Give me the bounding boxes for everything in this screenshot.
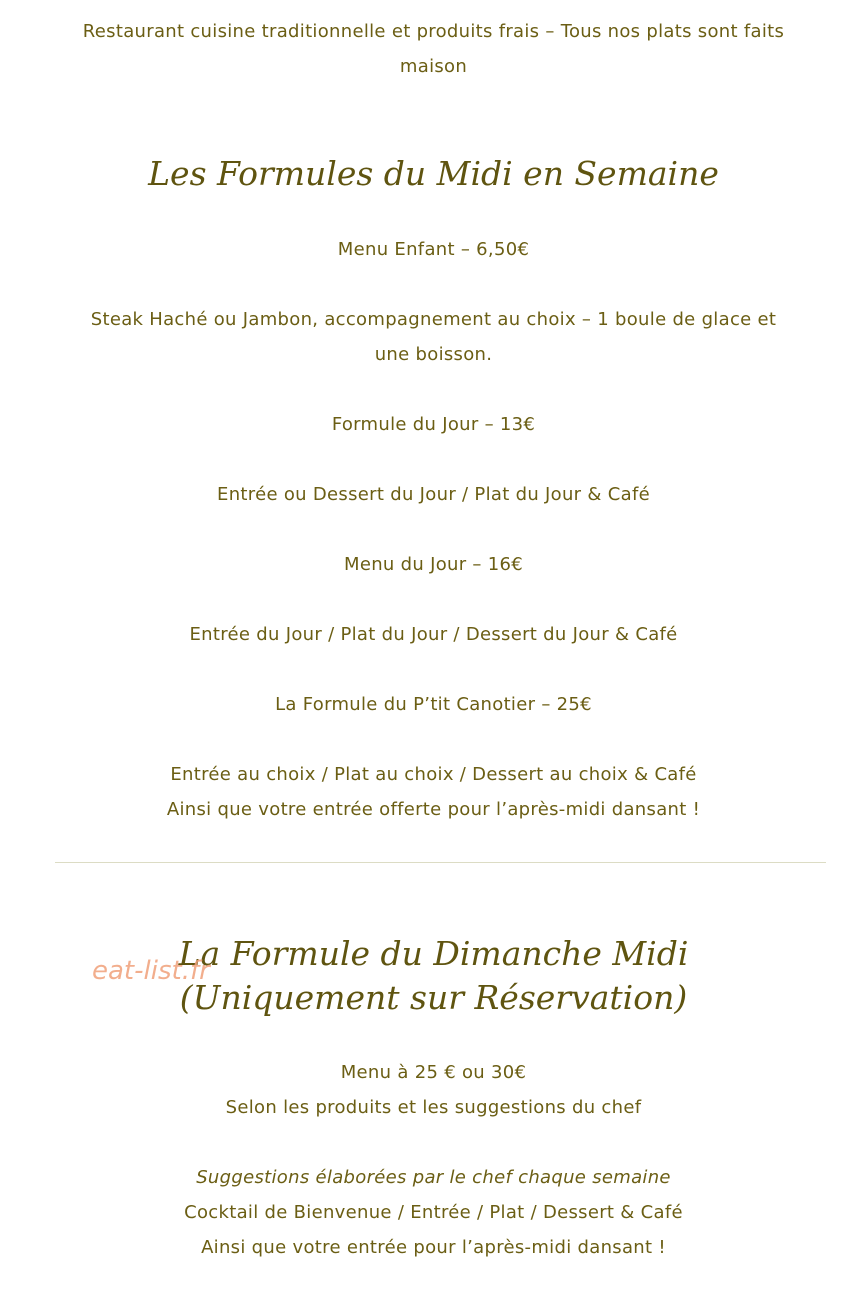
formule-jour-description: Entrée ou Dessert du Jour / Plat du Jour & Café: [217, 484, 650, 505]
intro-text-line-1: Restaurant cuisine traditionnelle et produits frais – Tous nos plats sont faits: [82, 21, 785, 42]
formule-jour-name: Formule du Jour – 13€: [331, 414, 536, 435]
sunday-section-title-line-2: (Uniquement sur Réservation): [179, 978, 688, 1017]
sunday-offer: Ainsi que votre entrée pour l’après-midi dansant !: [201, 1237, 666, 1258]
menu-jour-name: Menu du Jour – 16€: [343, 554, 524, 575]
kids-menu-description-line-2: une boisson.: [374, 344, 493, 365]
sunday-section-title-line-1: La Formule du Dimanche Midi: [178, 934, 689, 973]
canotier-description-line-1: Entrée au choix / Plat au choix / Dessert au choix & Café: [170, 764, 697, 785]
kids-menu-name: Menu Enfant – 6,50€: [337, 239, 530, 260]
sunday-menu-price: Menu à 25 € ou 30€: [340, 1062, 527, 1083]
sunday-price-note: Selon les produits et les suggestions du chef: [225, 1097, 642, 1118]
section-divider: [55, 862, 826, 863]
watermark: eat-list.fr: [92, 956, 210, 986]
sunday-courses: Cocktail de Bienvenue / Entrée / Plat / Dessert & Café: [184, 1202, 683, 1223]
menu-jour-description: Entrée du Jour / Plat du Jour / Dessert du Jour & Café: [189, 624, 678, 645]
kids-menu-description-line-1: Steak Haché ou Jambon, accompagnement au choix – 1 boule de glace et: [90, 309, 777, 330]
sunday-suggestion-note: Suggestions élaborées par le chef chaque semaine: [196, 1167, 671, 1188]
weekday-section-title: Les Formules du Midi en Semaine: [148, 154, 719, 193]
canotier-formule-name: La Formule du P’tit Canotier – 25€: [275, 694, 592, 715]
canotier-description-line-2: Ainsi que votre entrée offerte pour l’après-midi dansant !: [166, 799, 701, 820]
intro-text-line-2: maison: [399, 56, 468, 77]
